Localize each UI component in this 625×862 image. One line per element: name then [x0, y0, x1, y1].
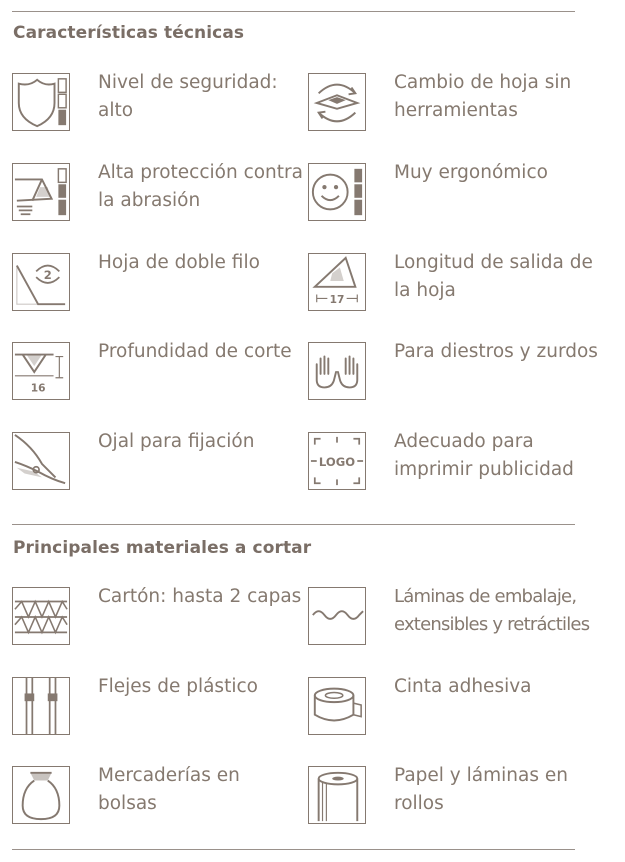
feature-cut-depth [12, 342, 308, 406]
material-paper-rolls [308, 766, 604, 830]
feature-label: Adecuado para imprimir publicidad [394, 431, 574, 480]
material-plastic-strapping [12, 677, 308, 741]
blade-change-icon [308, 73, 366, 131]
material-adhesive-tape [308, 677, 604, 741]
feature-label: Alta protección contra la abrasión [98, 162, 303, 211]
feature-blade-length [308, 253, 604, 317]
cut-depth-icon [12, 342, 70, 400]
feature-label: Longitud de salida de la hoja [394, 252, 593, 301]
section-title-materials: Principales materiales a cortar [13, 538, 312, 558]
middle-divider [12, 524, 575, 525]
material-label: Láminas de embalaje, extensibles y retráctiles [394, 586, 590, 635]
abrasion-protection-icon [12, 163, 70, 221]
adhesive-tape-icon [308, 677, 366, 735]
feature-left-right-handed [308, 342, 604, 406]
feature-label: Cambio de hoja sin herramientas [394, 72, 572, 121]
feature-label: Muy ergonómico [394, 162, 548, 183]
blade-length-value: 17 [329, 293, 345, 307]
material-label: Cinta adhesiva [394, 676, 532, 697]
feature-blade-change [308, 73, 604, 137]
blade-length-icon [308, 253, 366, 311]
material-label: Flejes de plástico [98, 676, 258, 697]
sack-icon [12, 766, 70, 824]
blade-edge-count: 2 [43, 268, 52, 283]
cut-depth-value: 16 [30, 381, 46, 395]
material-cardboard [12, 587, 308, 651]
feature-logo-print [308, 432, 604, 496]
bottom-divider [12, 849, 575, 850]
ergonomic-smiley-icon [308, 163, 366, 221]
plastic-strapping-icon [12, 677, 70, 735]
material-sacks [12, 766, 308, 830]
logo-text: LOGO [318, 454, 356, 469]
double-edge-blade-icon [12, 253, 70, 311]
stretch-film-icon [308, 587, 366, 645]
feature-security-level [12, 73, 308, 137]
feature-double-edge [12, 253, 308, 317]
material-label: Mercaderías en bolsas [98, 765, 240, 814]
feature-label: Para diestros y zurdos [394, 341, 598, 362]
hands-icon [308, 342, 366, 400]
logo-print-icon [308, 432, 366, 490]
feature-label: Nivel de seguridad: alto [98, 72, 278, 121]
shield-level-icon [12, 73, 70, 131]
lanyard-eyelet-icon [12, 432, 70, 490]
top-divider [12, 11, 575, 12]
feature-eyelet [12, 432, 308, 496]
feature-abrasion-protection [12, 163, 308, 227]
feature-label: Profundidad de corte [98, 341, 292, 362]
material-label: Papel y láminas en rollos [394, 765, 568, 814]
feature-ergonomic [308, 163, 604, 227]
material-stretch-film [308, 587, 604, 651]
feature-label: Hoja de doble filo [98, 252, 260, 273]
section-title-features: Características técnicas [13, 23, 245, 43]
paper-roll-icon [308, 766, 366, 824]
corrugated-cardboard-icon [12, 587, 70, 645]
material-label: Cartón: hasta 2 capas [98, 586, 302, 607]
feature-label: Ojal para fijación [98, 431, 255, 452]
